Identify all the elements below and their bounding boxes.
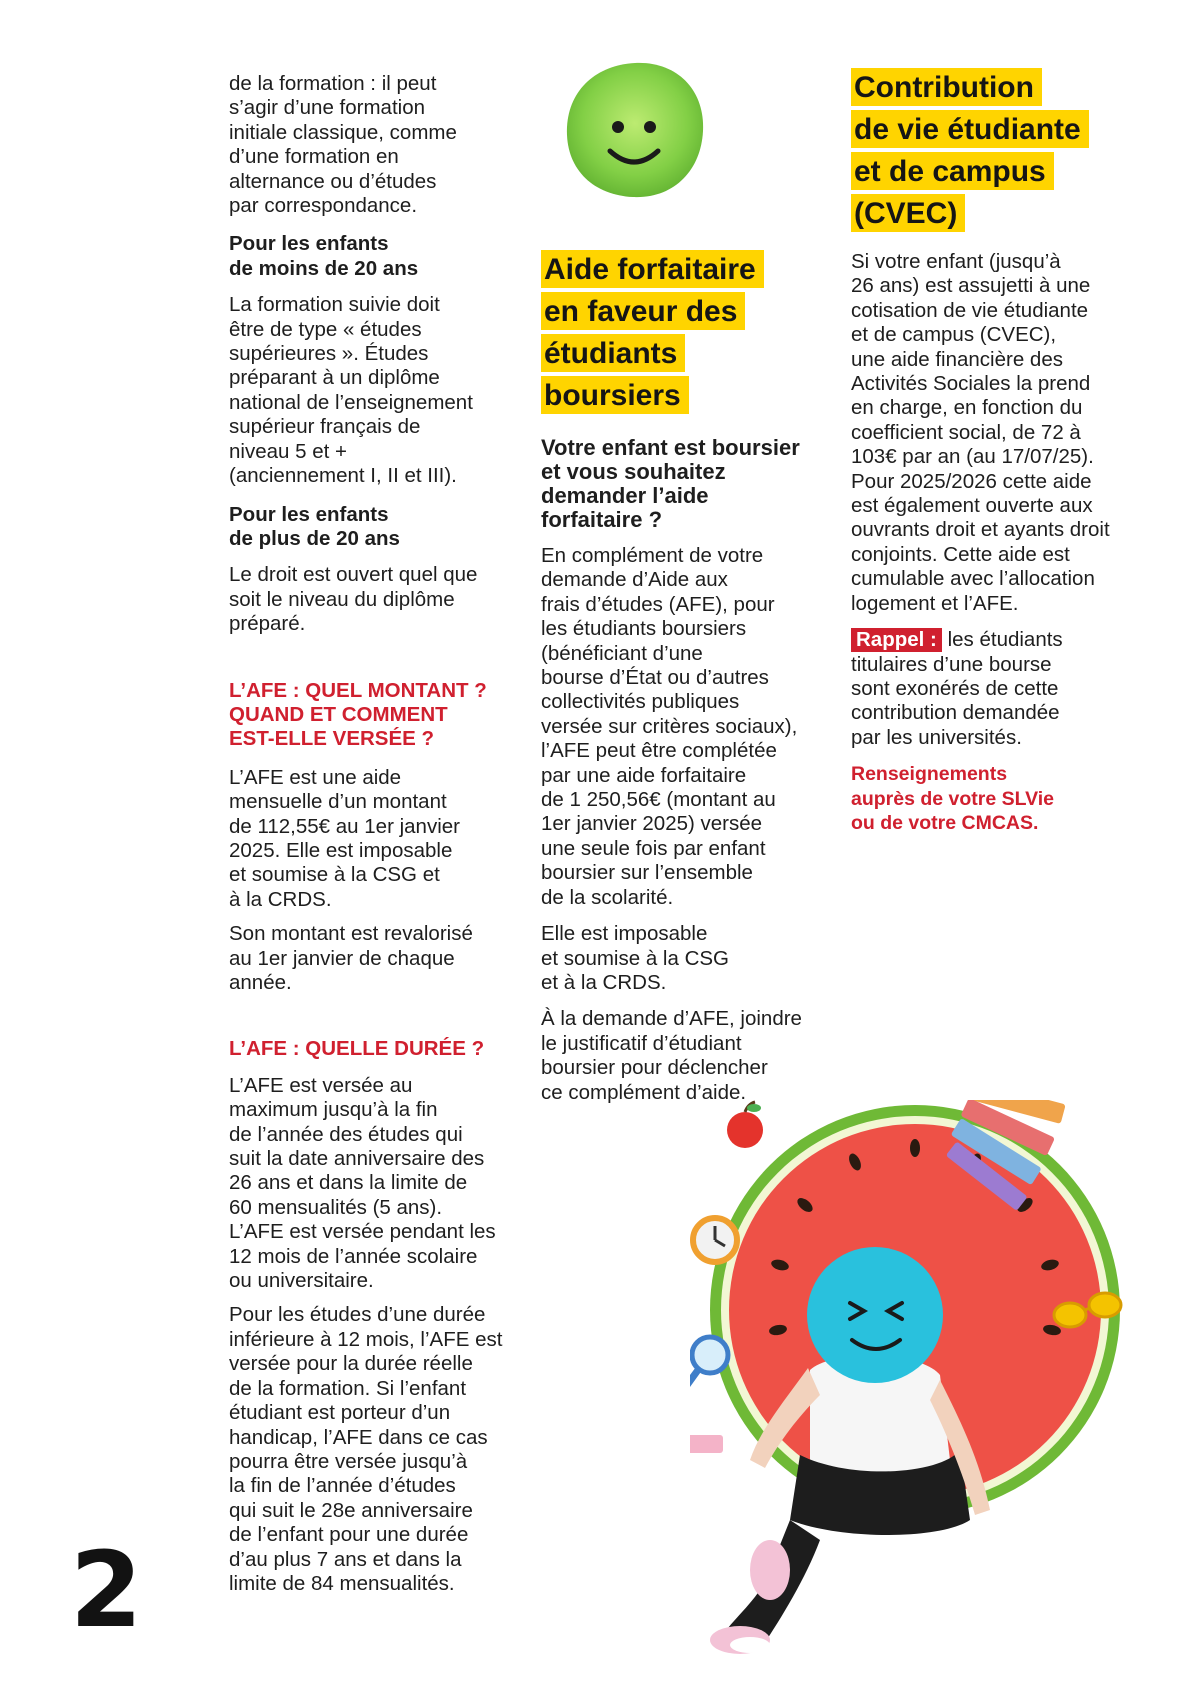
column-right (851, 68, 1151, 847)
duration-paragraph-1: L’AFE est versée au maximum jusqu’à la fin de l’année des études qui suit la date anniversaire des 26 ans et dans la limite de 60 mensualités (5 ans). L’AFE est versée pendant les 12 mois de l’année scolaire ou universitaire. (229, 1073, 496, 1293)
amount-paragraph-2: Son montant est revalorisé au 1er janvier de chaque année. (229, 922, 473, 994)
title-line: Aide forfaitaire (541, 250, 841, 292)
blue-smiley-face (807, 1247, 943, 1383)
forfait-paragraph-3: À la demande d’AFE, joindre le justificatif d’étudiant boursier pour déclencher ce complément d’aide. (541, 1007, 802, 1104)
duration-paragraph-2: Pour les études d’une durée inférieure à 12 mois, l’AFE est versée pour la durée réelle de la formation. Si l’enfant étudiant est porteur d’un handicap, l’AFE dans ce cas pourra être versée jusqu’à la fin de l’année d’études qui suit le 28e anniversaire de l’enfant pour une durée d’au plus 7 ans et dans la limite de 84 mensualités. (229, 1303, 503, 1595)
over-20-title: Pour les enfants de plus de 20 ans (229, 502, 400, 550)
title-line: étudiants (541, 334, 841, 376)
forfait-paragraph-2: Elle est imposable et soumise à la CSG et à la CRDS. (541, 922, 729, 994)
page-number: 2 (70, 1529, 143, 1651)
under-20-title: Pour les enfants de moins de 20 ans (229, 232, 419, 280)
cvec-paragraph: Si votre enfant (jusqu’à 26 ans) est assujetti à une cotisation de vie étudiante et de campus (CVEC), une aide financière des Activités Sociales la prend en charge, en fonction du coefficient social, de 72 à 103€ par an (au 17/07/25). Pour 2025/2026 cette aide est également ouverte aux ouvrants droit et ayants droit conjoints. Cette aide est cumulable avec l’allocation logement et l’AFE. (851, 250, 1110, 615)
green-smiley-illustration (555, 55, 715, 205)
apple-icon (727, 1102, 763, 1148)
title-line: boursiers (541, 376, 841, 418)
duration-heading: L’AFE : QUELLE DURÉE ? (229, 1037, 485, 1061)
title-line: (CVEC) (851, 194, 1151, 236)
amount-heading: L’AFE : QUEL MONTANT ? QUAND ET COMMENT EST-ELLE VERSÉE ? (229, 678, 487, 751)
under-20-text: La formation suivie doit être de type « études supérieures ». Études préparant à un diplôme national de l’enseignement supérieur français de niveau 5 et + (anciennement I, II et III). (229, 293, 473, 488)
rappel-paragraph (851, 628, 1151, 750)
eraser-icon (690, 1435, 723, 1453)
amount-paragraph-1: L’AFE est une aide mensuelle d’un montant de 112,55€ au 1er janvier 2025. Elle est imposable et soumise à la CSG et à la CRDS. (229, 765, 460, 911)
title-line: et de campus (851, 152, 1151, 194)
alarm-clock-icon (693, 1218, 737, 1262)
title-line: de vie étudiante (851, 110, 1151, 152)
watermelon-student-illustration (690, 1100, 1130, 1660)
title-line: Contribution (851, 68, 1151, 110)
column-middle (541, 250, 841, 1117)
intro-paragraph: de la formation : il peut s’agir d’une formation initiale classique, comme d’une formation en alternance ou d’études par correspondance. (229, 72, 457, 218)
rappel-text: les étudiants titulaires d’une bourse sont exonérés de cette contribution demandée par les universités. (851, 628, 1063, 749)
over-20-text: Le droit est ouvert quel que soit le niveau du diplôme préparé. (229, 563, 478, 636)
contact-info: Renseignements auprès de votre SLVie ou de votre CMCAS. (851, 763, 1055, 834)
title-line: en faveur des (541, 292, 841, 334)
forfait-paragraph-1: En complément de votre demande d’Aide aux frais d’études (AFE), pour les étudiants boursiers (bénéficiant d’une bourse d’État ou d’autres collectivités publiques versée sur critères sociaux), l’AFE peut être complétée par une aide forfaitaire de 1 250,56€ (montant au 1er janvier 2025) versée une seule fois par enfant boursier sur l’ensemble de la scolarité. (541, 544, 798, 909)
cvec-title (851, 68, 1151, 236)
question-subtitle: Votre enfant est boursier et vous souhaitez demander l’aide forfaitaire ? (541, 435, 800, 532)
column-left (229, 72, 519, 1608)
aide-forfaitaire-title (541, 250, 841, 418)
magnifying-glass-icon (690, 1337, 728, 1392)
rappel-badge: Rappel : (851, 628, 942, 652)
